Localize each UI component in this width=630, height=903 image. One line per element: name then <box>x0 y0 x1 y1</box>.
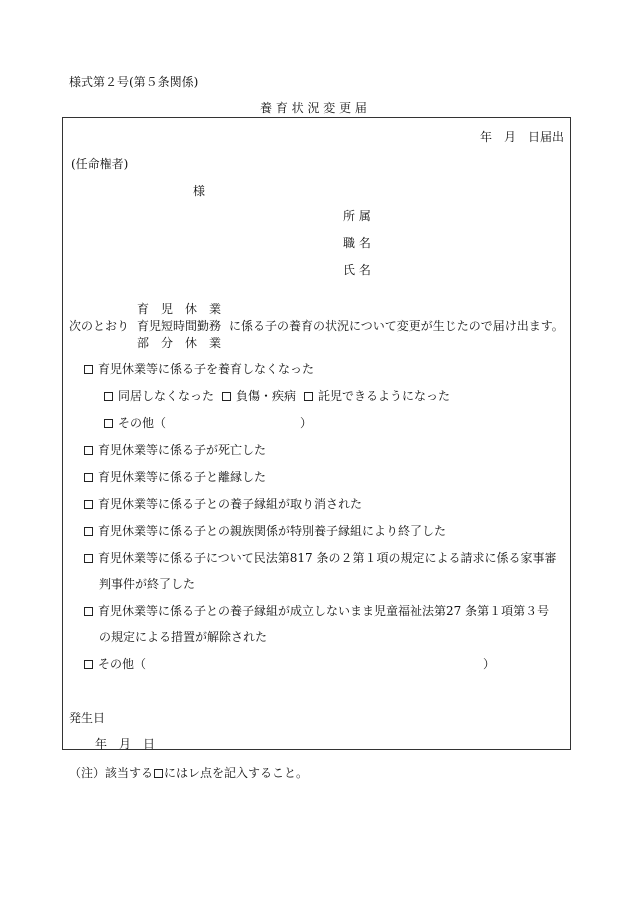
addressee-suffix: 様 <box>193 184 206 198</box>
item-no-longer-raising: 育児休業等に係る子を養育しなくなった <box>84 362 314 376</box>
item-separated: 育児休業等に係る子と離縁した <box>84 470 266 484</box>
intro-prefix: 次のとおり <box>69 319 130 333</box>
checkbox-icon[interactable] <box>84 554 93 563</box>
form-frame <box>62 117 571 750</box>
leave-type-childcare[interactable]: 育 児 休 業 <box>137 302 222 316</box>
footnote: （注）該当する にはレ点を記入すること。 <box>69 766 309 780</box>
checkbox-icon[interactable] <box>104 419 113 428</box>
checkbox-icon[interactable] <box>84 500 93 509</box>
name-label[interactable]: 氏 名 <box>343 263 371 277</box>
leave-type-short-hours[interactable]: 育児短時間勤務 <box>137 319 222 333</box>
item-died: 育児休業等に係る子が死亡した <box>84 443 266 457</box>
checkbox-icon[interactable] <box>84 365 93 374</box>
item-adoption-cancelled: 育児休業等に係る子との養子縁組が取り消された <box>84 497 362 511</box>
checkbox-icon[interactable] <box>84 660 93 669</box>
item-welfare-measure: 育児休業等に係る子との養子縁組が成立しないまま児童福祉法第27 条第１項第３号 <box>84 604 549 618</box>
checkbox-icon[interactable] <box>104 392 113 401</box>
sub-item-other-close: ） <box>300 416 313 430</box>
checkbox-icon[interactable] <box>84 473 93 482</box>
dept-label[interactable]: 所 属 <box>343 209 371 223</box>
item-family-court: 育児休業等に係る子について民法第817 条の２第１項の規定による請求に係る家事審 <box>84 551 556 565</box>
leave-type-partial[interactable]: 部 分 休 業 <box>137 336 222 350</box>
item-special-adoption-ended: 育児休業等に係る子との親族関係が特別養子縁組により終了した <box>84 524 446 538</box>
item-family-court-cont: 判事件が終了した <box>99 577 196 591</box>
sub-item-other: その他（ <box>104 416 166 430</box>
checkbox-icon[interactable] <box>84 527 93 536</box>
checkbox-icon <box>154 769 163 778</box>
appointer-label: (任命権者) <box>71 157 129 171</box>
item-welfare-measure-cont: の規定による措置が解除された <box>99 630 268 644</box>
occurrence-date[interactable]: 年 月 日 <box>95 737 156 751</box>
submission-date[interactable]: 年 月 日届出 <box>480 130 565 144</box>
form-number: 様式第２号(第５条関係) <box>69 75 199 89</box>
position-label[interactable]: 職 名 <box>343 236 371 250</box>
item-other-close: ） <box>483 657 496 671</box>
occurrence-label: 発生日 <box>69 711 106 725</box>
checkbox-icon[interactable] <box>222 392 231 401</box>
intro-suffix: に係る子の養育の状況について変更が生じたので届け出ます。 <box>229 319 564 333</box>
sub-item-row: 同居しなくなった 負傷・疾病 託児できるようになった <box>104 389 450 403</box>
document-title: 養 育 状 況 変 更 届 <box>260 101 367 115</box>
item-other: その他（ <box>84 657 146 671</box>
checkbox-icon[interactable] <box>84 446 93 455</box>
checkbox-icon[interactable] <box>304 392 313 401</box>
checkbox-icon[interactable] <box>84 607 93 616</box>
